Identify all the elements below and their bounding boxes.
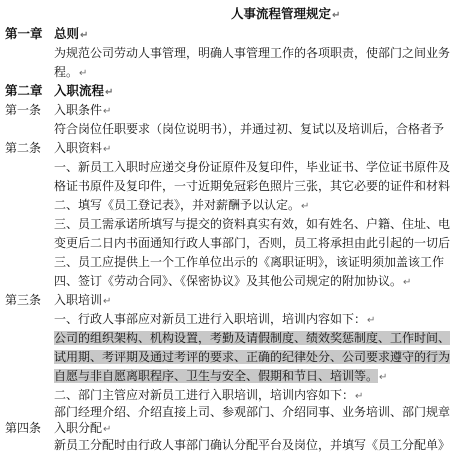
article-title: 入职资料↵ [54,141,112,155]
chapter-label: 第二章 [5,83,43,98]
paragraph-line: 二、填写《员工登记表》，并对薪酬予以认定。↵ [54,198,310,212]
document-title: 人事流程管理规定↵ [231,6,341,21]
highlighted-line: 公司的组织架构、机构设置，考勤及请假制度、绩效奖惩制度、工作时间、 [54,331,451,345]
paragraph-line: 为规范公司劳动人事管理，明确人事管理工作的各项职责，使部门之间业务 [54,46,451,60]
article-title: 入职培训↵ [54,293,112,307]
paragraph-line: 三、员工应提供上一个工作单位出示的《离职证明》，该证明须加盖该工作 [54,255,445,269]
paragraph-line: 一、新员工入职时应递交身份证原件及复印件，毕业证书、学位证书原件及 [54,160,451,174]
paragraph-line: 四、签订《劳动合同》、《保密协议》及其他公司规定的附加协议。↵ [54,274,412,288]
paragraph-line: 二、部门主管应对新员工进行入职培训，培训内容如下：↵ [54,388,364,402]
highlighted-line: 试用期、考评期及通过考评的要求、正确的纪律处分、公司要求遵守的行为 [54,350,451,364]
paragraph-line: 部门经理介绍、介绍直接上司、参观部门、介绍同事、业务培训、部门规章 [54,405,451,419]
paragraph-line: 新员工分配时由行政人事部门确认分配平台及岗位，并填写《员工分配单》 [54,438,451,452]
paragraph-line: 一、行政人事部应对新员工进行入职培训，培训内容如下：↵ [54,312,376,326]
article-label: 第三条 [5,293,42,307]
paragraph-line: 程。↵ [54,65,88,79]
chapter-title: 入职流程↵ [54,83,114,98]
article-label: 第一条 [5,103,42,117]
paragraph-line: 符合岗位任职要求（岗位说明书），并通过初、复试以及培训后，合格者予 [54,122,445,136]
chapter-label: 第一章 [5,26,43,41]
chapter-heading [5,25,43,43]
chapter-title: 总则↵ [54,26,89,41]
article-title: 入职条件↵ [54,103,112,117]
article-title: 入职分配↵ [54,421,112,435]
document-title-text: 人事流程管理规定 [231,6,332,21]
article-label: 第二条 [5,141,42,155]
paragraph-line: 三、员工需承诺所填写与提交的资料真实有效，如有姓名、户籍、住址、电 [54,217,451,231]
highlighted-line: 自愿与非自愿离职程序、卫生与安全、假期和节日、培训等。↵ [54,369,388,383]
chapter-heading [5,82,43,100]
paragraph-line: 变更后二日内书面通知行政人事部门，否则，员工将承担由此引起的一切后 [54,236,451,250]
paragraph-line: 格证书原件及复印件，一寸近期免冠彩色照片三张，其它必要的证件和材料 [54,179,451,193]
article-label: 第四条 [5,421,42,435]
